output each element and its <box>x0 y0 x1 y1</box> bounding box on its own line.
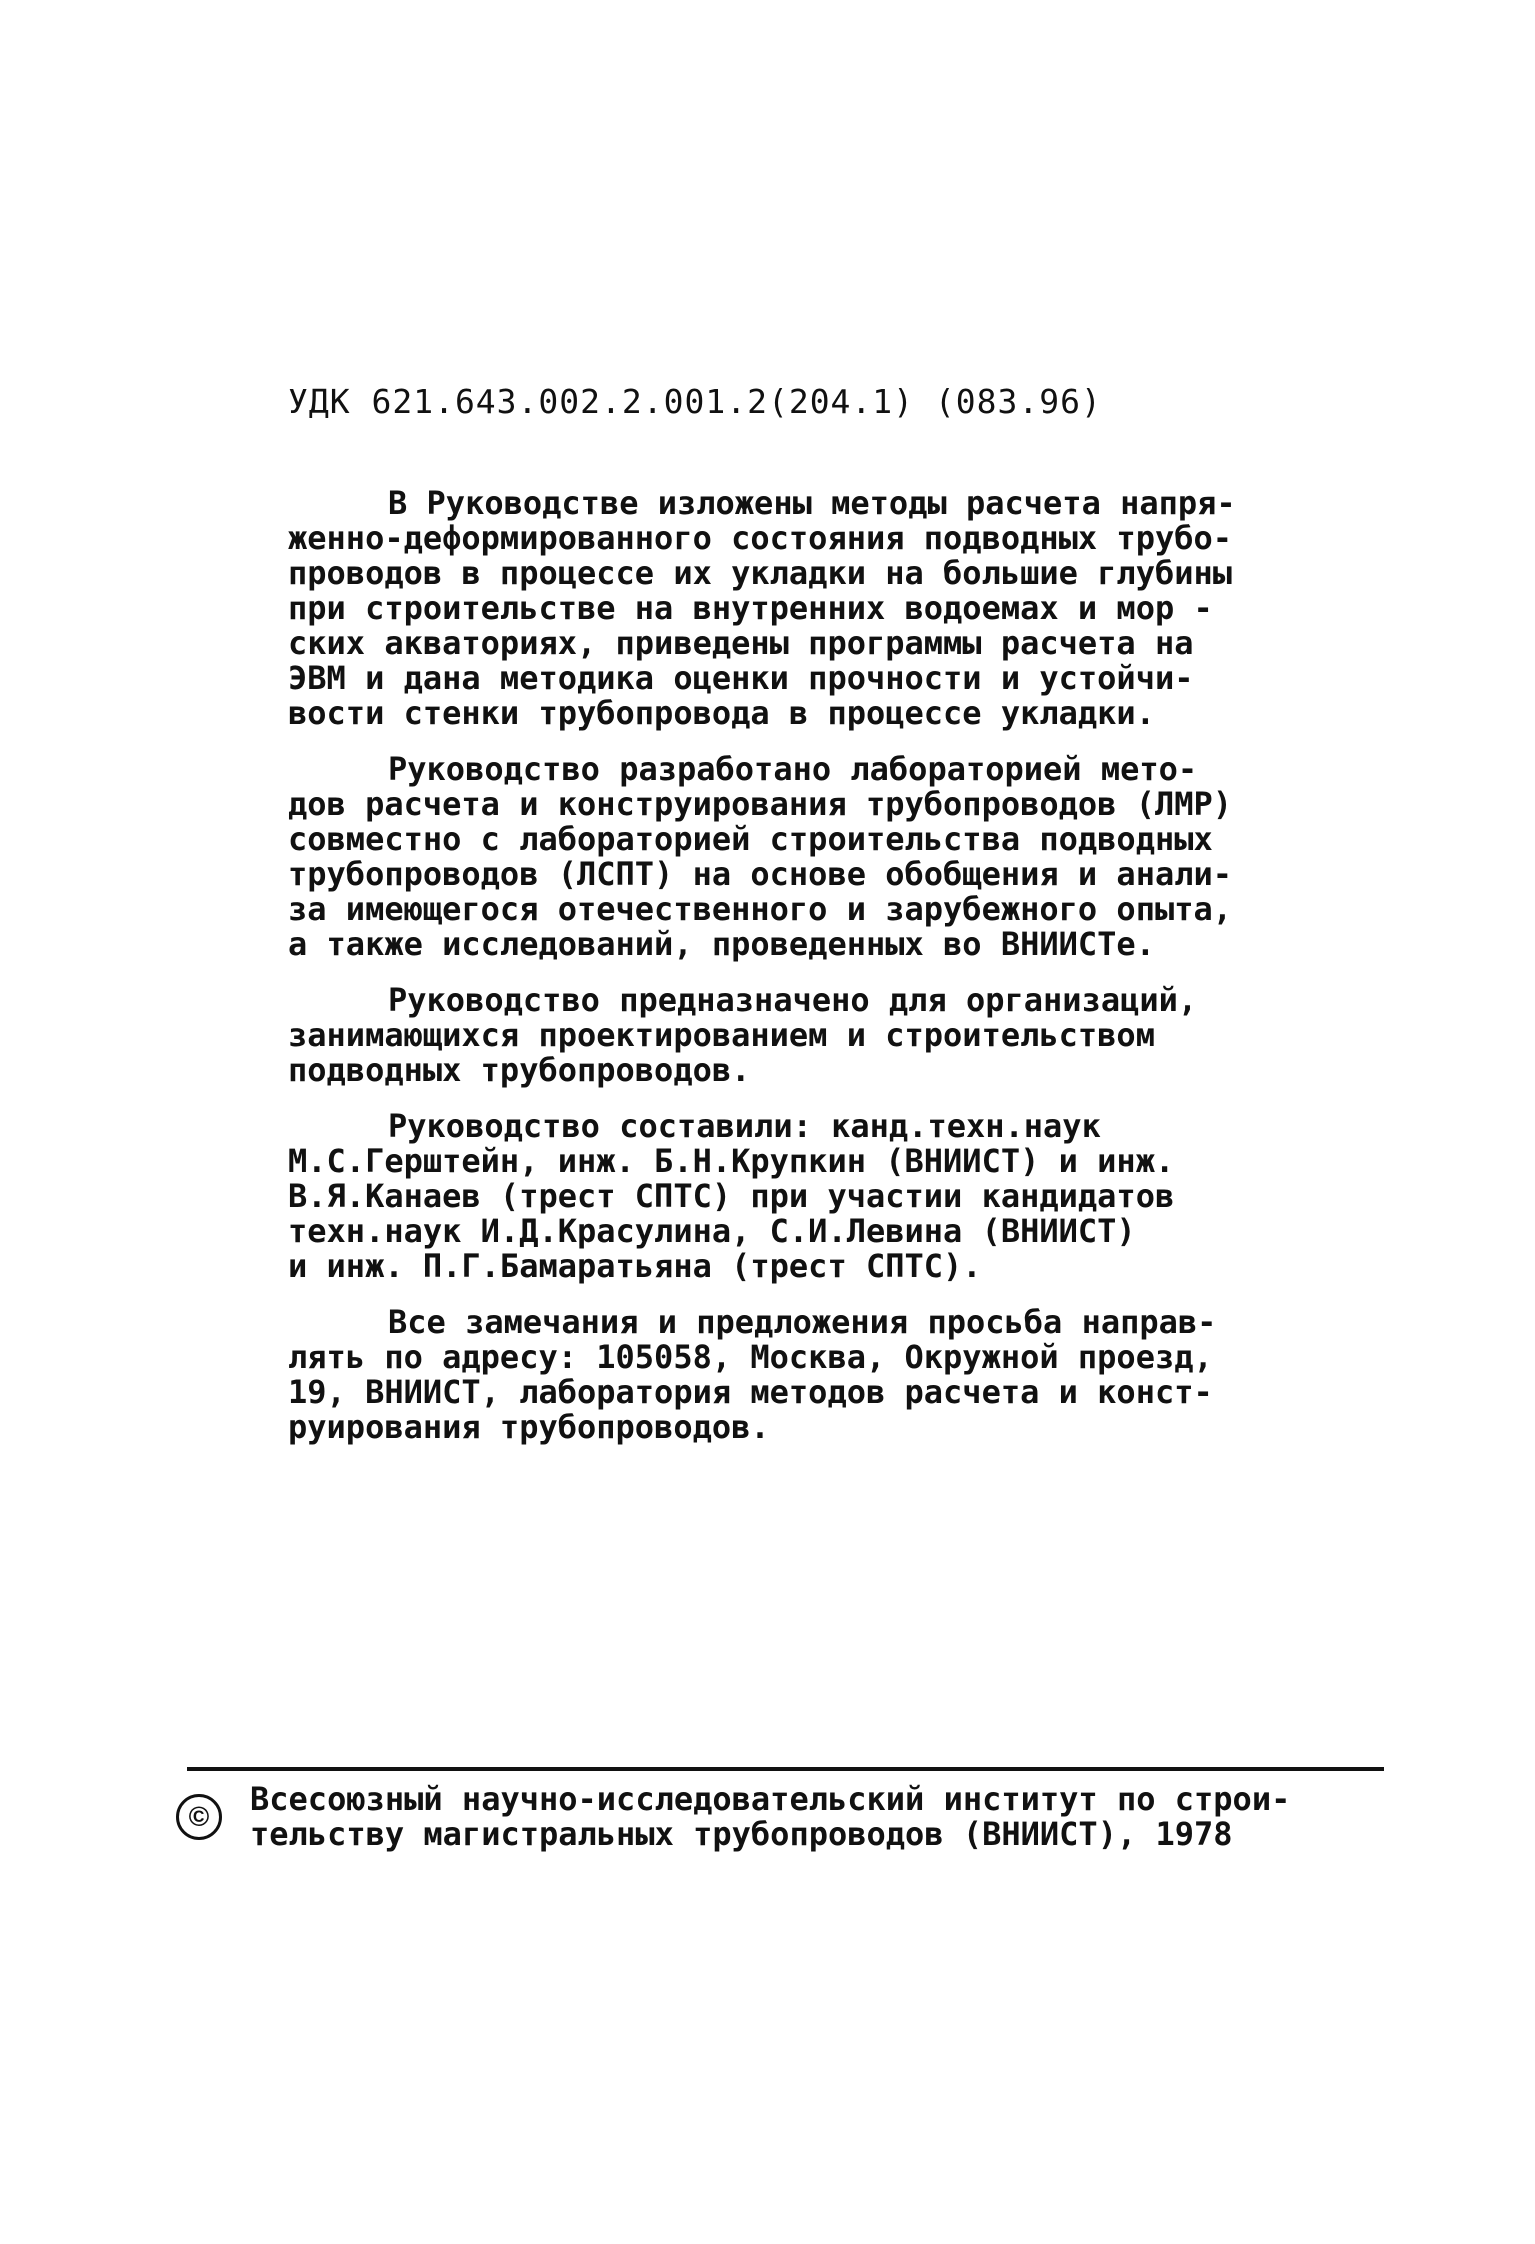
copyright-line: тельству магистральных трубопроводов (ВНИИСТ), 1978 <box>250 1815 1233 1853</box>
text-line: Руководство разработано лабораторией мето- <box>388 750 1198 788</box>
text-line: Все замечания и предложения просьба направ- <box>388 1303 1217 1341</box>
paragraph-3 <box>288 983 1288 1088</box>
text-line: ЭВМ и дана методика оценки прочности и устойчи- <box>288 659 1194 697</box>
text-line: занимающихся проектированием и строительством <box>288 1016 1155 1054</box>
paragraph-5 <box>288 1305 1288 1445</box>
copyright-text <box>250 1782 1290 1852</box>
text-line: вости стенки трубопровода в процессе укладки. <box>288 694 1155 732</box>
text-line: проводов в процессе их укладки на большие глубины <box>288 554 1233 592</box>
text-line: а также исследований, проведенных во ВНИИСТе. <box>288 925 1155 963</box>
abstract-body <box>288 486 1288 1466</box>
text-line: женно-деформированного состояния подводных трубо- <box>288 519 1233 557</box>
udk-code: УДК 621.643.002.2.001.2(204.1) (083.96) <box>288 382 1102 421</box>
text-line: за имеющегося отечественного и зарубежного опыта, <box>288 890 1233 928</box>
text-line: Руководство составили: канд.техн.наук <box>388 1107 1101 1145</box>
text-line: 19, ВНИИСТ, лаборатория методов расчета и конст- <box>288 1373 1213 1411</box>
text-line: и инж. П.Г.Бамаратьяна (трест СПТС). <box>288 1247 982 1285</box>
paragraph-2 <box>288 752 1288 962</box>
text-line: руирования трубопроводов. <box>288 1408 770 1446</box>
copyright-icon: © <box>176 1794 222 1840</box>
paragraph-4 <box>288 1109 1288 1284</box>
copyright-line: Всесоюзный научно-исследовательский институт по строи- <box>250 1780 1291 1818</box>
text-line: Руководство предназначено для организаций, <box>388 981 1198 1019</box>
text-line: техн.наук И.Д.Красулина, С.И.Левина (ВНИИСТ) <box>288 1212 1136 1250</box>
text-line: совместно с лабораторией строительства подводных <box>288 820 1213 858</box>
text-line: лять по адресу: 105058, Москва, Окружной проезд, <box>288 1338 1213 1376</box>
text-line: при строительстве на внутренних водоемах и мор - <box>288 589 1213 627</box>
footer-divider <box>187 1767 1384 1771</box>
text-line: дов расчета и конструирования трубопроводов (ЛМР) <box>288 785 1233 823</box>
text-line: В Руководстве изложены методы расчета напря- <box>388 484 1236 522</box>
text-line: подводных трубопроводов. <box>288 1051 751 1089</box>
paragraph-1 <box>288 486 1288 731</box>
text-line: В.Я.Канаев (трест СПТС) при участии кандидатов <box>288 1177 1175 1215</box>
text-line: М.С.Герштейн, инж. Б.Н.Крупкин (ВНИИСТ) и инж. <box>288 1142 1175 1180</box>
text-line: ских акваториях, приведены программы расчета на <box>288 624 1194 662</box>
text-line: трубопроводов (ЛСПТ) на основе обобщения и анали- <box>288 855 1233 893</box>
